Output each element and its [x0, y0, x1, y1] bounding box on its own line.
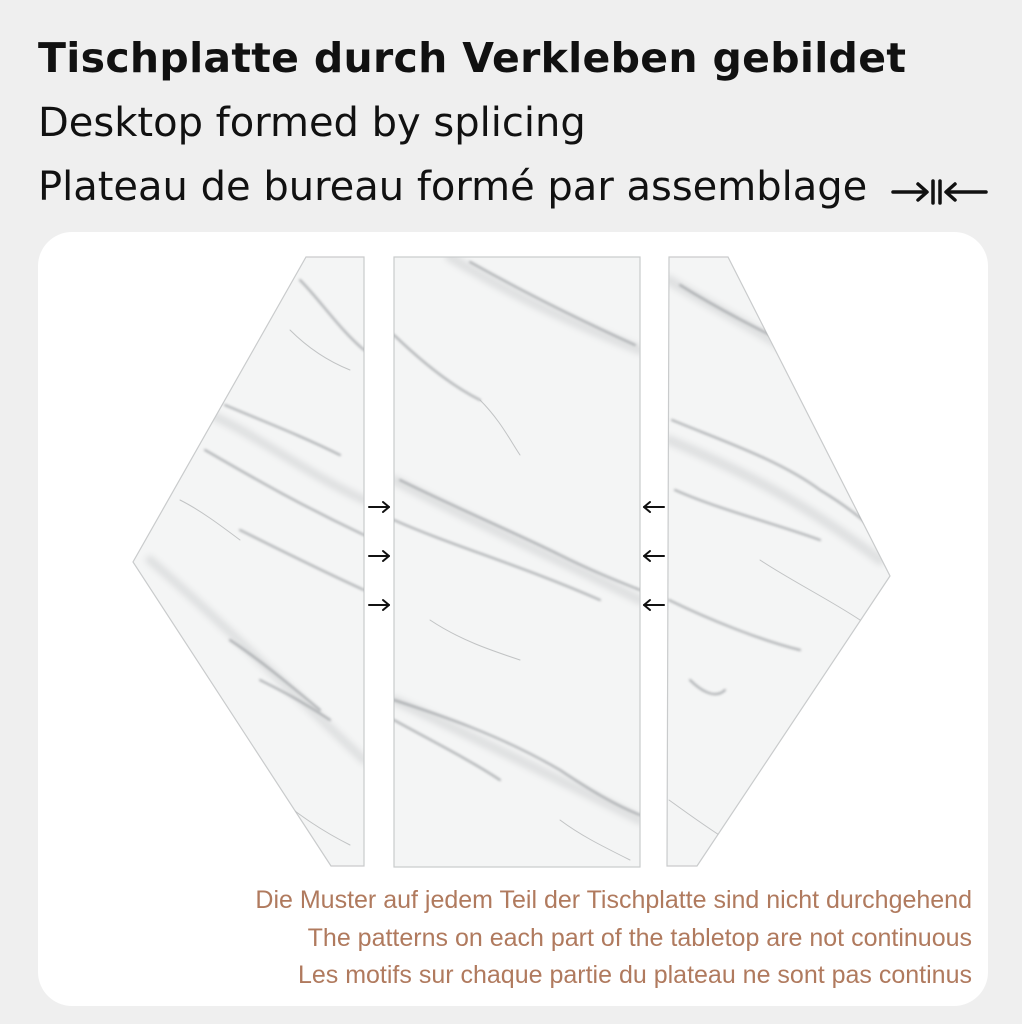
- title-english: Desktop formed by splicing: [38, 100, 586, 146]
- arrow-right-icon: [369, 551, 389, 561]
- title-french: Plateau de bureau formé par assemblage: [38, 164, 868, 210]
- note-german: Die Muster auf jedem Teil der Tischplatte sind nicht durchgehend: [255, 886, 972, 914]
- middle-table-panel: [394, 257, 640, 867]
- arrow-right-icon: [369, 502, 389, 512]
- arrow-left-icon: [644, 551, 664, 561]
- left-table-panel: [133, 257, 364, 866]
- title-german: Tischplatte durch Verkleben gebildet: [38, 34, 907, 82]
- note-french: Les motifs sur chaque partie du plateau ne sont pas continus: [297, 961, 972, 989]
- arrow-left-icon: [644, 502, 664, 512]
- arrow-left-icon: [644, 600, 664, 610]
- arrow-right-icon: [369, 600, 389, 610]
- right-table-panel: [667, 257, 890, 866]
- note-english: The patterns on each part of the tabletop are not continuous: [307, 924, 972, 952]
